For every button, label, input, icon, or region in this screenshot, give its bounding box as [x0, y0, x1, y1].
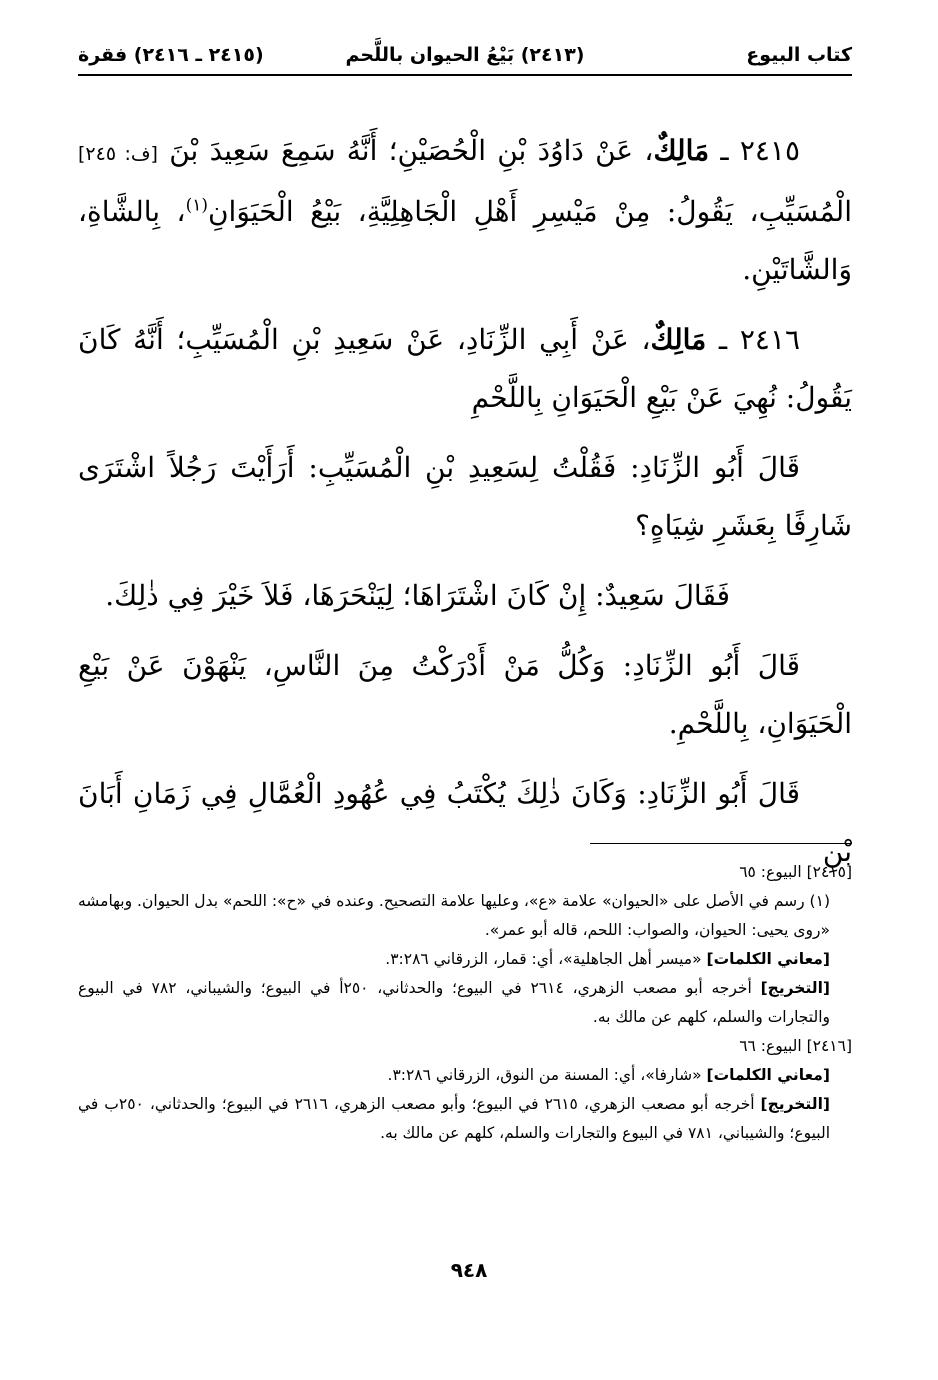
running-header	[78, 40, 852, 76]
main-text	[78, 122, 852, 893]
header-book-title: كتاب البيوع	[746, 44, 852, 66]
word-meanings-2415: [معاني الكلمات] «ميسر أهل الجاهلية»، أي: قمار، الزرقاني ٣:٢٨٦.	[385, 950, 830, 968]
footnote-1: (١) رسم في الأصل على «الحيوان» علامة «ع»، وعليها علامة التصحيح. وعنده في «ح»: اللحم» بدل الحيوان. وبهامشه «روى يحيى: الحيوان، والصواب: اللحم، قاله أبو عمر».	[78, 892, 830, 939]
footnote-ref-2416: [٢٤١٦] البيوع: ٦٦	[739, 1037, 852, 1055]
footnote-marker: (١)	[185, 195, 208, 216]
page-number: ٩٤٨	[450, 1258, 488, 1282]
hadith-2415: ٢٤١٥ ـ مَالِكٌ، عَنْ دَاوُدَ بْنِ الْحُصَيْنِ؛ أَنَّهُ سَمِعَ سَعِيدَ بْنَ [ف: ٢٤٥] الْمُسَيِّبِ، يَقُولُ: مِنْ مَيْسِرِ أَهْلِ الْجَاهِلِيَّةِ، بَيْعُ الْحَيَوَانِ$^{(١)}$، بِالشَّاةِ، وَالشَّاتَيْنِ.	[78, 134, 852, 286]
header-chapter-title: (٢٤١٣) بَيْعُ الحيوان باللَّحم	[345, 44, 585, 66]
footnotes	[78, 858, 852, 1148]
word-meanings-2416: [معاني الكلمات] «شارفا»، أي: المسنة من النوق، الزرقاني ٣:٢٨٦.	[387, 1066, 830, 1084]
hadith-2416: ٢٤١٦ ـ مَالِكٌ، عَنْ أَبِي الزِّنَادِ، عَنْ سَعِيدِ بْنِ الْمُسَيِّبِ؛ أَنَّهُ كَانَ يَقُولُ: نُهِيَ عَنْ بَيْعِ الْحَيَوَانِ بِاللَّحْمِ	[78, 323, 852, 414]
narrator: مَالِكٌ	[653, 134, 710, 167]
takhrij-2415: [التخريج] أخرجه أبو مصعب الزهري، ٢٦١٤ في البيوع؛ والحدثاني، ٢٥٠أ في البيوع؛ والشيباني، ٧٨٢ في البيوع والتجارات والسلم، كلهم عن مالك به.	[78, 979, 830, 1026]
paragraph: قَالَ أَبُو الزِّنَادِ: وَكَانَ ذٰلِكَ يُكْتَبُ فِي عُهُودِ الْعُمَّالِ فِي زَمَانِ أَبَانَ بْنِ	[78, 777, 852, 868]
paragraph: قَالَ أَبُو الزِّنَادِ: فَقُلْتُ لِسَعِيدِ بْنِ الْمُسَيِّبِ: أَرَأَيْتَ رَجُلاً اشْتَرَى شَارِفًا بِعَشَرِ شِيَاهٍ؟	[78, 451, 852, 542]
paragraph: قَالَ أَبُو الزِّنَادِ: وَكُلُّ مَنْ أَدْرَكْتُ مِنَ النَّاسِ، يَنْهَوْنَ عَنْ بَيْعِ الْحَيَوَانِ، بِاللَّحْمِ.	[78, 649, 852, 740]
narrator: مَالِكٌ	[650, 323, 707, 356]
header-paragraph-range: (٢٤١٥ ـ ٢٤١٦) فقرة	[78, 44, 264, 66]
takhrij-2416: [التخريج] أخرجه أبو مصعب الزهري، ٢٦١٥ في البيوع؛ وأبو مصعب الزهري، ٢٦١٦ في البيوع؛ والحدثاني، ٢٥٠ب في البيوع؛ والشيباني، ٧٨١ في البيوع والتجارات والسلم، كلهم عن مالك به.	[78, 1095, 830, 1142]
hadith-number: ٢٤١٥	[739, 134, 800, 167]
footnote-ref-2415: [٢٤١٥] البيوع: ٦٥	[739, 863, 852, 881]
hadith-number: ٢٤١٦	[739, 323, 801, 356]
reference-marker: [ف: ٢٤٥]	[78, 143, 158, 165]
paragraph: فَقَالَ سَعِيدٌ: إِنْ كَانَ اشْتَرَاهَا؛ لِيَنْحَرَهَا، فَلاَ خَيْرَ فِي ذٰلِكَ.	[105, 579, 730, 612]
footnote-divider	[590, 843, 852, 844]
